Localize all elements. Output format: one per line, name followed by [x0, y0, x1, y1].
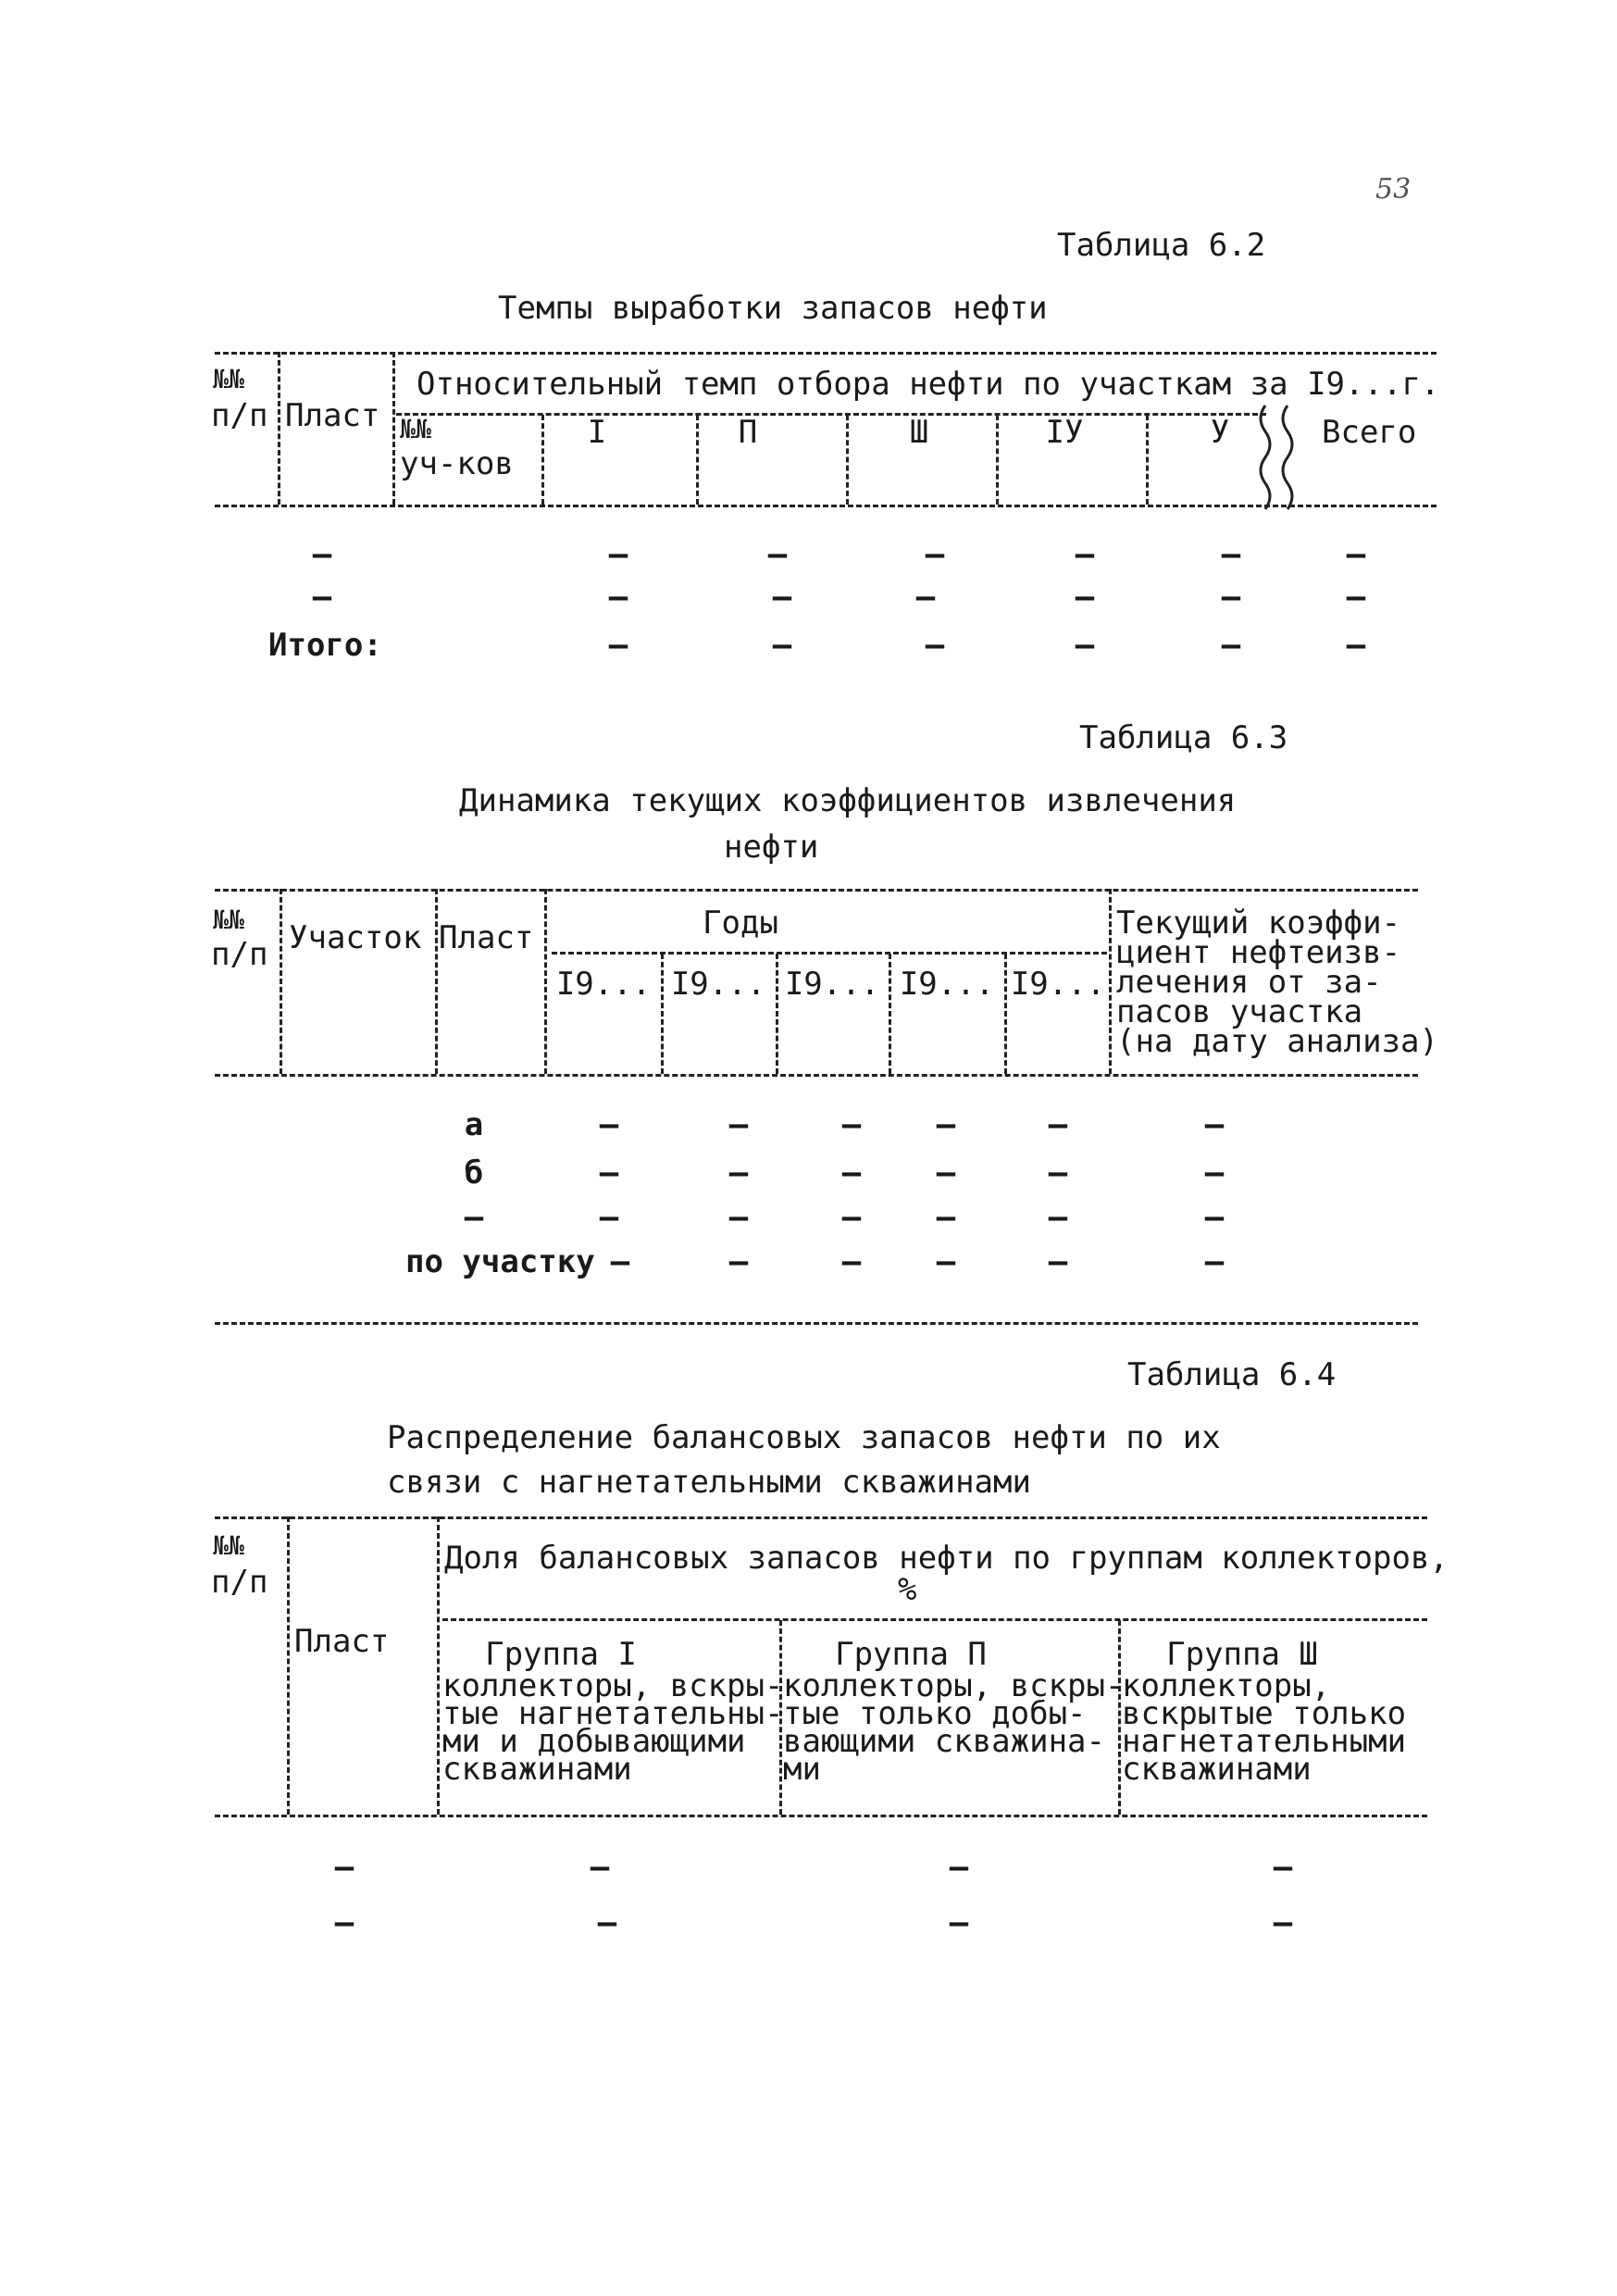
- col-year-4: I9...: [899, 966, 995, 1003]
- table-label: Таблица 6.4: [1127, 1356, 1337, 1393]
- group-1-line: коллекторы, вскры-: [442, 1667, 784, 1704]
- cell-dash: –: [728, 1243, 749, 1280]
- col-divider: [661, 954, 664, 1074]
- group-1-line: ми и добывающими: [442, 1723, 746, 1760]
- cell-dash: –: [925, 627, 945, 664]
- table-label: Таблица 6.2: [1057, 227, 1266, 264]
- col-year-2: I9...: [670, 966, 766, 1003]
- col-site-3: Ш: [909, 414, 929, 451]
- cell-dash: –: [599, 1154, 619, 1192]
- row-label: б: [464, 1154, 484, 1192]
- cell-dash: –: [925, 536, 945, 573]
- cell-dash: –: [1048, 1106, 1068, 1143]
- cell-dash: –: [608, 536, 628, 573]
- cell-dash: –: [1221, 579, 1241, 616]
- cell-dash: –: [1075, 627, 1095, 664]
- cell-dash: –: [728, 1154, 749, 1192]
- group-3-line: нагнетательными: [1122, 1723, 1407, 1760]
- table-title-line1: Распределение балансовых запасов нефти по их: [387, 1419, 1221, 1456]
- unit-label: %: [898, 1571, 917, 1608]
- col-sites-line2: уч-ков: [400, 445, 514, 482]
- cell-dash: –: [915, 579, 936, 616]
- cell-dash: –: [1048, 1199, 1068, 1236]
- group-2-line: тые только добы-: [783, 1695, 1087, 1732]
- table-title: Темпы выработки запасов нефти: [498, 290, 1048, 327]
- cell-dash: –: [610, 1243, 630, 1280]
- col-layer: Пласт: [294, 1623, 390, 1660]
- cell-dash: –: [1204, 1199, 1225, 1236]
- break-mark: [1254, 406, 1300, 517]
- col-layer: Пласт: [439, 919, 534, 956]
- cell-dash: –: [1273, 1904, 1293, 1941]
- cell-dash: –: [936, 1154, 956, 1192]
- table-title-line2: связи с нагнетательными скважинами: [387, 1464, 1031, 1501]
- cell-dash: –: [728, 1199, 749, 1236]
- cell-dash: –: [1346, 579, 1366, 616]
- group-3-line: коллекторы,: [1122, 1667, 1331, 1704]
- table-top-rule: [215, 889, 1418, 892]
- cell-dash: –: [464, 1199, 484, 1236]
- cell-dash: –: [841, 1243, 862, 1280]
- group-1-line: скважинами: [442, 1751, 632, 1788]
- cell-dash: –: [608, 579, 628, 616]
- cell-dash: –: [936, 1106, 956, 1143]
- group-1-title: Группа I: [485, 1636, 637, 1673]
- group-3-line: вскрытые только: [1122, 1695, 1407, 1732]
- col-divider: [392, 352, 395, 505]
- cell-dash: –: [772, 579, 792, 616]
- col-coef-line: пасов участка: [1116, 993, 1363, 1030]
- col-divider: [287, 1516, 290, 1815]
- table-label: Таблица 6.3: [1079, 719, 1288, 756]
- col-divider: [1118, 1620, 1121, 1815]
- col-layer: Пласт: [285, 397, 380, 434]
- col-coef-line: Текущий коэффи-: [1116, 905, 1401, 942]
- by-site-label: по участку: [405, 1243, 595, 1280]
- col-site-4: IУ: [1045, 414, 1084, 451]
- col-divider: [544, 889, 547, 1074]
- cell-dash: –: [767, 536, 788, 573]
- cell-dash: –: [334, 1849, 354, 1886]
- cell-dash: –: [590, 1849, 610, 1886]
- cell-dash: –: [608, 627, 628, 664]
- col-site-5: У: [1210, 414, 1230, 451]
- group-2-line: ми: [783, 1751, 821, 1788]
- col-coef-line: лечения от за-: [1116, 964, 1382, 1001]
- col-site-1: I: [587, 414, 607, 451]
- cell-dash: –: [1204, 1243, 1225, 1280]
- subheader-rule: [396, 413, 1266, 416]
- cell-dash: –: [936, 1243, 956, 1280]
- cell-dash: –: [312, 536, 332, 573]
- cell-dash: –: [1048, 1243, 1068, 1280]
- group-1-line: тые нагнетательны-: [442, 1695, 784, 1732]
- cell-dash: –: [841, 1154, 862, 1192]
- col-divider: [541, 415, 544, 505]
- cell-dash: –: [772, 627, 792, 664]
- cell-dash: –: [728, 1106, 749, 1143]
- col-divider: [696, 415, 699, 505]
- table-top-rule: [215, 352, 1437, 355]
- group-3-title: Группа Ш: [1166, 1636, 1318, 1673]
- col-divider: [996, 415, 999, 505]
- col-coef-line: (на дату анализа): [1116, 1023, 1438, 1060]
- header-bottom-rule: [215, 1074, 1418, 1077]
- col-divider: [278, 352, 280, 505]
- cell-dash: –: [312, 579, 332, 616]
- col-divider: [889, 954, 891, 1074]
- col-divider: [1109, 889, 1112, 1074]
- col-divider: [435, 889, 438, 1074]
- col-no-line1: №№: [213, 364, 244, 394]
- col-no-line2: п/п: [211, 397, 268, 434]
- cell-dash: –: [1048, 1154, 1068, 1192]
- col-year-1: I9...: [555, 966, 652, 1003]
- col-total: Всего: [1322, 414, 1417, 451]
- col-site: Участок: [289, 919, 422, 956]
- cell-dash: –: [1221, 536, 1241, 573]
- cell-dash: –: [1204, 1154, 1225, 1192]
- header-bottom-rule: [215, 1815, 1427, 1817]
- col-divider: [1146, 415, 1149, 505]
- cell-dash: –: [1346, 627, 1366, 664]
- group-header: Относительный темп отбора нефти по участкам за I9...г.: [417, 366, 1440, 403]
- col-divider: [437, 1516, 440, 1815]
- row-label: а: [464, 1106, 484, 1143]
- group-header: Доля балансовых запасов нефти по группам коллекторов,: [444, 1540, 1449, 1577]
- cell-dash: –: [1075, 579, 1095, 616]
- col-site-2: П: [738, 414, 758, 451]
- group-2-line: коллекторы, вскры-: [783, 1667, 1125, 1704]
- cell-dash: –: [599, 1199, 619, 1236]
- col-divider: [846, 415, 849, 505]
- col-no-line2: п/п: [211, 936, 268, 973]
- col-divider: [1004, 954, 1007, 1074]
- cell-dash: –: [1346, 536, 1366, 573]
- group-3-line: скважинами: [1122, 1751, 1312, 1788]
- table-title-line2: нефти: [724, 829, 819, 866]
- total-label: Итого:: [268, 627, 382, 664]
- cell-dash: –: [1075, 536, 1095, 573]
- col-divider: [776, 954, 778, 1074]
- table-bottom-rule: [215, 1322, 1418, 1325]
- cell-dash: –: [334, 1904, 354, 1941]
- col-year-3: I9...: [784, 966, 880, 1003]
- col-coef-line: циент нефтеизв-: [1116, 934, 1401, 971]
- table-top-rule: [215, 1516, 1427, 1519]
- cell-dash: –: [936, 1199, 956, 1236]
- subheader-rule: [552, 952, 1107, 955]
- subheader-rule: [442, 1618, 1427, 1621]
- table-title-line1: Динамика текущих коэффициентов извлечения: [459, 782, 1237, 819]
- cell-dash: –: [1221, 627, 1241, 664]
- cell-dash: –: [841, 1199, 862, 1236]
- years-header: Годы: [703, 905, 778, 942]
- page-number: 53: [1375, 173, 1412, 206]
- header-bottom-rule: [215, 505, 1437, 507]
- group-2-title: Группа П: [835, 1636, 987, 1673]
- cell-dash: –: [1273, 1849, 1293, 1886]
- cell-dash: –: [597, 1904, 617, 1941]
- cell-dash: –: [841, 1106, 862, 1143]
- cell-dash: –: [599, 1106, 619, 1143]
- group-2-line: вающими скважина-: [783, 1723, 1105, 1760]
- cell-dash: –: [1204, 1106, 1225, 1143]
- col-divider: [280, 889, 282, 1074]
- col-no-line2: п/п: [211, 1564, 268, 1601]
- col-sites-line1: №№: [400, 414, 431, 444]
- col-no-line1: №№: [213, 905, 244, 935]
- col-year-5: I9...: [1010, 966, 1106, 1003]
- cell-dash: –: [949, 1904, 969, 1941]
- cell-dash: –: [949, 1849, 969, 1886]
- col-no-line1: №№: [213, 1530, 244, 1561]
